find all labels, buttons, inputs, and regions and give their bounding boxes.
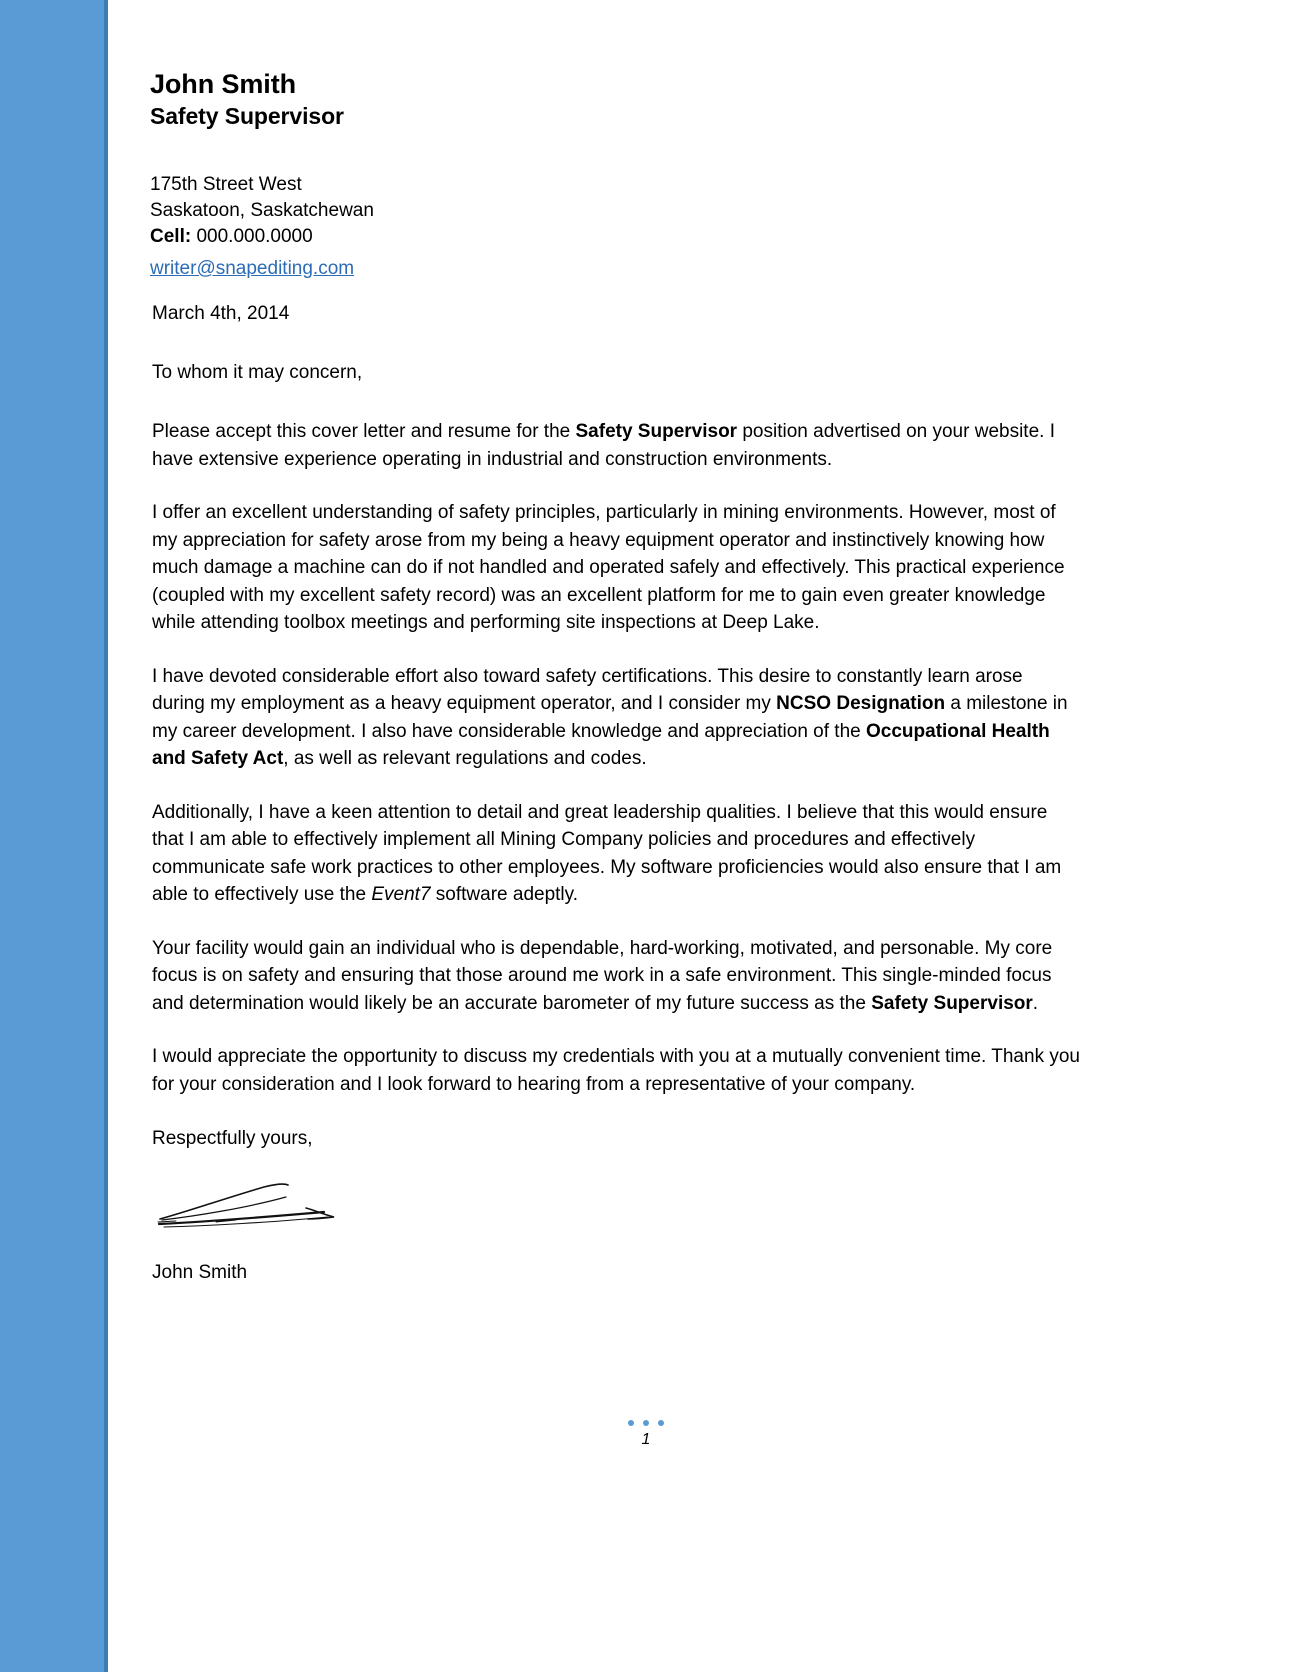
p3-text-a: I have devoted considerable effort also toward safety certifications. This desire to constantly learn arose during my employment as a heavy equipment operator, and I consider my: [152, 665, 1023, 714]
p4-text-b: software adeptly.: [430, 884, 579, 905]
paragraph-3: [152, 663, 1080, 773]
applicant-job-title: Safety Supervisor: [150, 103, 344, 129]
paragraph-1: [152, 418, 1080, 473]
signer-name: John Smith: [152, 1262, 248, 1283]
page-footer: [0, 1420, 1292, 1449]
paragraph-5: [152, 935, 1080, 1018]
salutation: To whom it may concern,: [152, 362, 363, 383]
cell-number: 000.000.0000: [196, 226, 313, 247]
p3-bold-ohsa: Occupational Health and Safety Act: [152, 720, 1050, 769]
p5-text-a: Your facility would gain an individual who is dependable, hard-working, motivated, and personable. My core focus is on safety and ensuring that those around me work in a safe environment. This single-minded focus and determination would likely be an accurate barometer of my future success as the: [152, 937, 1053, 1014]
p5-bold-role: Safety Supervisor: [871, 992, 1033, 1014]
letter-body: [152, 418, 1080, 1284]
email-link[interactable]: writer@snapediting.com: [150, 258, 355, 279]
contact-phone-line: [150, 224, 850, 250]
page-number: 1: [641, 1431, 651, 1448]
p5-text-b: .: [1032, 992, 1039, 1014]
p1-text-a: Please accept this cover letter and resume for the: [152, 421, 576, 442]
paragraph-6: I would appreciate the opportunity to discuss my credentials with you at a mutually convenient time. Thank you for your consideration and I look forward to hearing from a representative of your company.: [152, 1046, 1080, 1095]
p3-text-c: , as well as relevant regulations and codes.: [283, 748, 647, 769]
closing-salutation: Respectfully yours,: [152, 1128, 313, 1149]
contact-street: 175th Street West: [150, 174, 302, 195]
contact-city-province: Saskatoon, Saskatchewan: [150, 200, 374, 221]
footer-dot-icon: [658, 1420, 664, 1426]
letter-date: March 4th, 2014: [152, 303, 290, 324]
paragraph-4: [152, 799, 1080, 909]
paragraph-2: I offer an excellent understanding of safety principles, particularly in mining environments. However, most of my appreciation for safety arose from my being a heavy equipment operator and instinctively knowing how much damage a machine can do if not handled and operated safely and effectively. This practical experience (coupled with my excellent safety record) was an excellent platform for me to gain even greater knowledge while attending toolbox meetings and performing site inspections at Deep Lake.: [152, 502, 1065, 633]
footer-dots-decoration: [0, 1420, 1292, 1426]
p4-italic-software: Event7: [371, 884, 431, 905]
p4-text-a: Additionally, I have a keen attention to detail and great leadership qualities. I believe that this would ensure that I am able to effectively implement all Mining Company policies and procedures and effectively communicate safe work practices to other employees. My software proficiencies would also ensure that I am able to effectively use the: [152, 801, 1062, 905]
contact-block: [150, 172, 850, 282]
p3-bold-ncso: NCSO Designation: [776, 693, 946, 714]
signature-image: [156, 1172, 356, 1234]
p1-bold-role: Safety Supervisor: [575, 421, 738, 442]
footer-dot-icon: [643, 1420, 649, 1426]
p1-text-b: position advertised on your website. I have extensive experience operating in industrial and construction environments.: [152, 421, 1055, 470]
applicant-name: John Smith: [150, 69, 296, 99]
footer-dot-icon: [628, 1420, 634, 1426]
p3-text-b: a milestone in my career development. I also have considerable knowledge and appreciation of the: [152, 693, 1068, 742]
cell-label: Cell:: [150, 226, 192, 247]
letterhead: [150, 68, 1050, 132]
